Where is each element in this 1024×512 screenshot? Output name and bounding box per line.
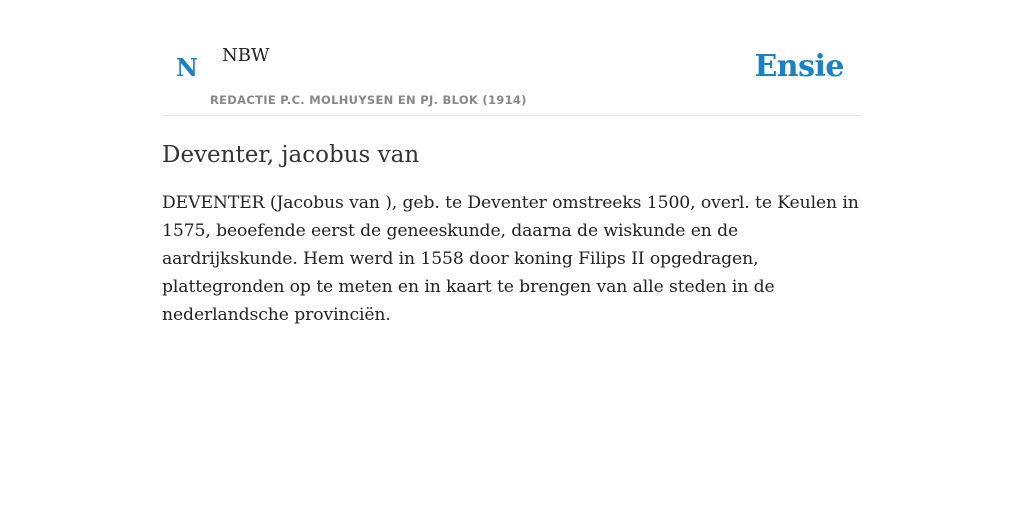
entry-title: Deventer, jacobus van — [162, 142, 420, 168]
source-logo: N — [176, 53, 198, 82]
entry-body: DEVENTER (Jacobus van ), geb. te Deventer omstreeks 1500, overl. te Keulen in 1575, beoefende eerst de geneeskunde, daarna de wiskunde en de aardrijkskunde. Hem werd in 1558 door koning Filips II opgedragen, plattegronden op te meten en in kaart te brengen van alle steden in de nederlandsche provinciën. — [162, 193, 859, 325]
page — [162, 0, 862, 329]
source-subtitle: REDACTIE P.C. MOLHUYSEN EN PJ. BLOK (1914) — [210, 93, 527, 107]
source-title[interactable]: NBW — [222, 45, 270, 66]
ensie-logo-link[interactable]: Ensie — [754, 49, 844, 84]
source-header — [162, 0, 862, 116]
